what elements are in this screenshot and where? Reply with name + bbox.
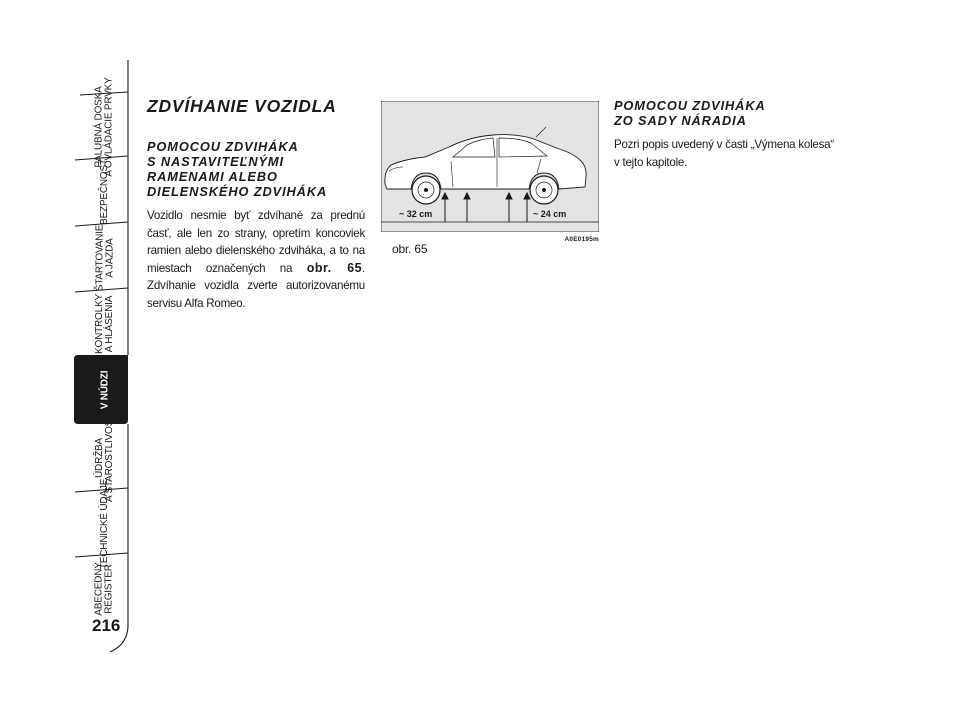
tab-label-v-nudzi: V NÚDZI <box>98 370 110 410</box>
subsection-title-adjustable-jack: POMOCOU ZDVIHÁKA S NASTAVITEĽNÝMI RAMENAMI ALEBO DIELENSKÉHO ZDVIHÁKA <box>147 139 328 199</box>
tab-v-nudzi[interactable] <box>76 358 134 422</box>
tab-bezpecnost[interactable] <box>76 160 134 224</box>
tab-label-palubna-doska: PALUBNÁ DOSKA A OVLÁDACIE PRVKY <box>94 77 115 177</box>
figure-caption: obr. 65 <box>392 242 428 256</box>
page-number: 216 <box>92 616 121 635</box>
tab-abecedny-register[interactable] <box>76 557 134 621</box>
car-side-illustration <box>381 101 599 232</box>
tab-label-abecedny-register: ABECEDNÝ REGISTER <box>93 562 115 616</box>
section-jacking-vehicle <box>147 96 365 312</box>
tab-label-kontrolky: KONTROLKY A HLÁSENIA <box>94 294 116 354</box>
figure-reference-link[interactable]: obr. 65 <box>306 260 363 275</box>
distance-label-front: ~ 32 cm <box>399 209 433 219</box>
paragraph-text: Vozidlo nesmie byť zdvíhané za prednú časť, ale len zo strany, opretím koncoviek ramien alebo dielenského zdviháka, a to na miestach označených na <box>147 209 365 275</box>
chapter-tab-rail <box>0 0 140 715</box>
figure-car-lifting-points <box>381 101 599 232</box>
distance-label-rear: ~ 24 cm <box>533 209 567 219</box>
tab-label-udrzba: ÚDRŽBA A STAROSTLIVOSŤ <box>94 414 116 502</box>
front-wheel <box>412 176 440 204</box>
paragraph-jacking-instructions <box>147 207 365 312</box>
subsection-title-toolkit-jack: POMOCOU ZDVIHÁKA ZO SADY NÁRADIA <box>614 98 766 128</box>
figure-code: A0E0195m <box>564 236 599 243</box>
tab-label-startovanie: ŠTARTOVANIE A JAZDA <box>94 224 115 292</box>
section-title: ZDVÍHANIE VOZIDLA <box>147 96 337 116</box>
tab-startovanie[interactable] <box>76 226 134 290</box>
tab-technicke-udaje[interactable] <box>76 478 134 570</box>
tab-label-bezpecnost: BEZPEČNOSŤ <box>99 159 111 225</box>
paragraph-text-end: . Zdvíhanie vozidla zverte autorizovanému servisu Alfa Romeo. <box>147 261 366 310</box>
tab-kontrolky[interactable] <box>76 292 134 356</box>
rear-wheel <box>530 176 558 204</box>
paragraph-see-wheel-change: Pozri popis uvedený v časti „Výmena kolesa“ v tejto kapitole. <box>614 138 834 169</box>
tab-palubna-doska[interactable] <box>76 77 134 177</box>
section-toolkit-jack <box>614 98 836 171</box>
tab-label-technicke-udaje: TECHNICKÉ ÚDAJE <box>99 478 111 570</box>
